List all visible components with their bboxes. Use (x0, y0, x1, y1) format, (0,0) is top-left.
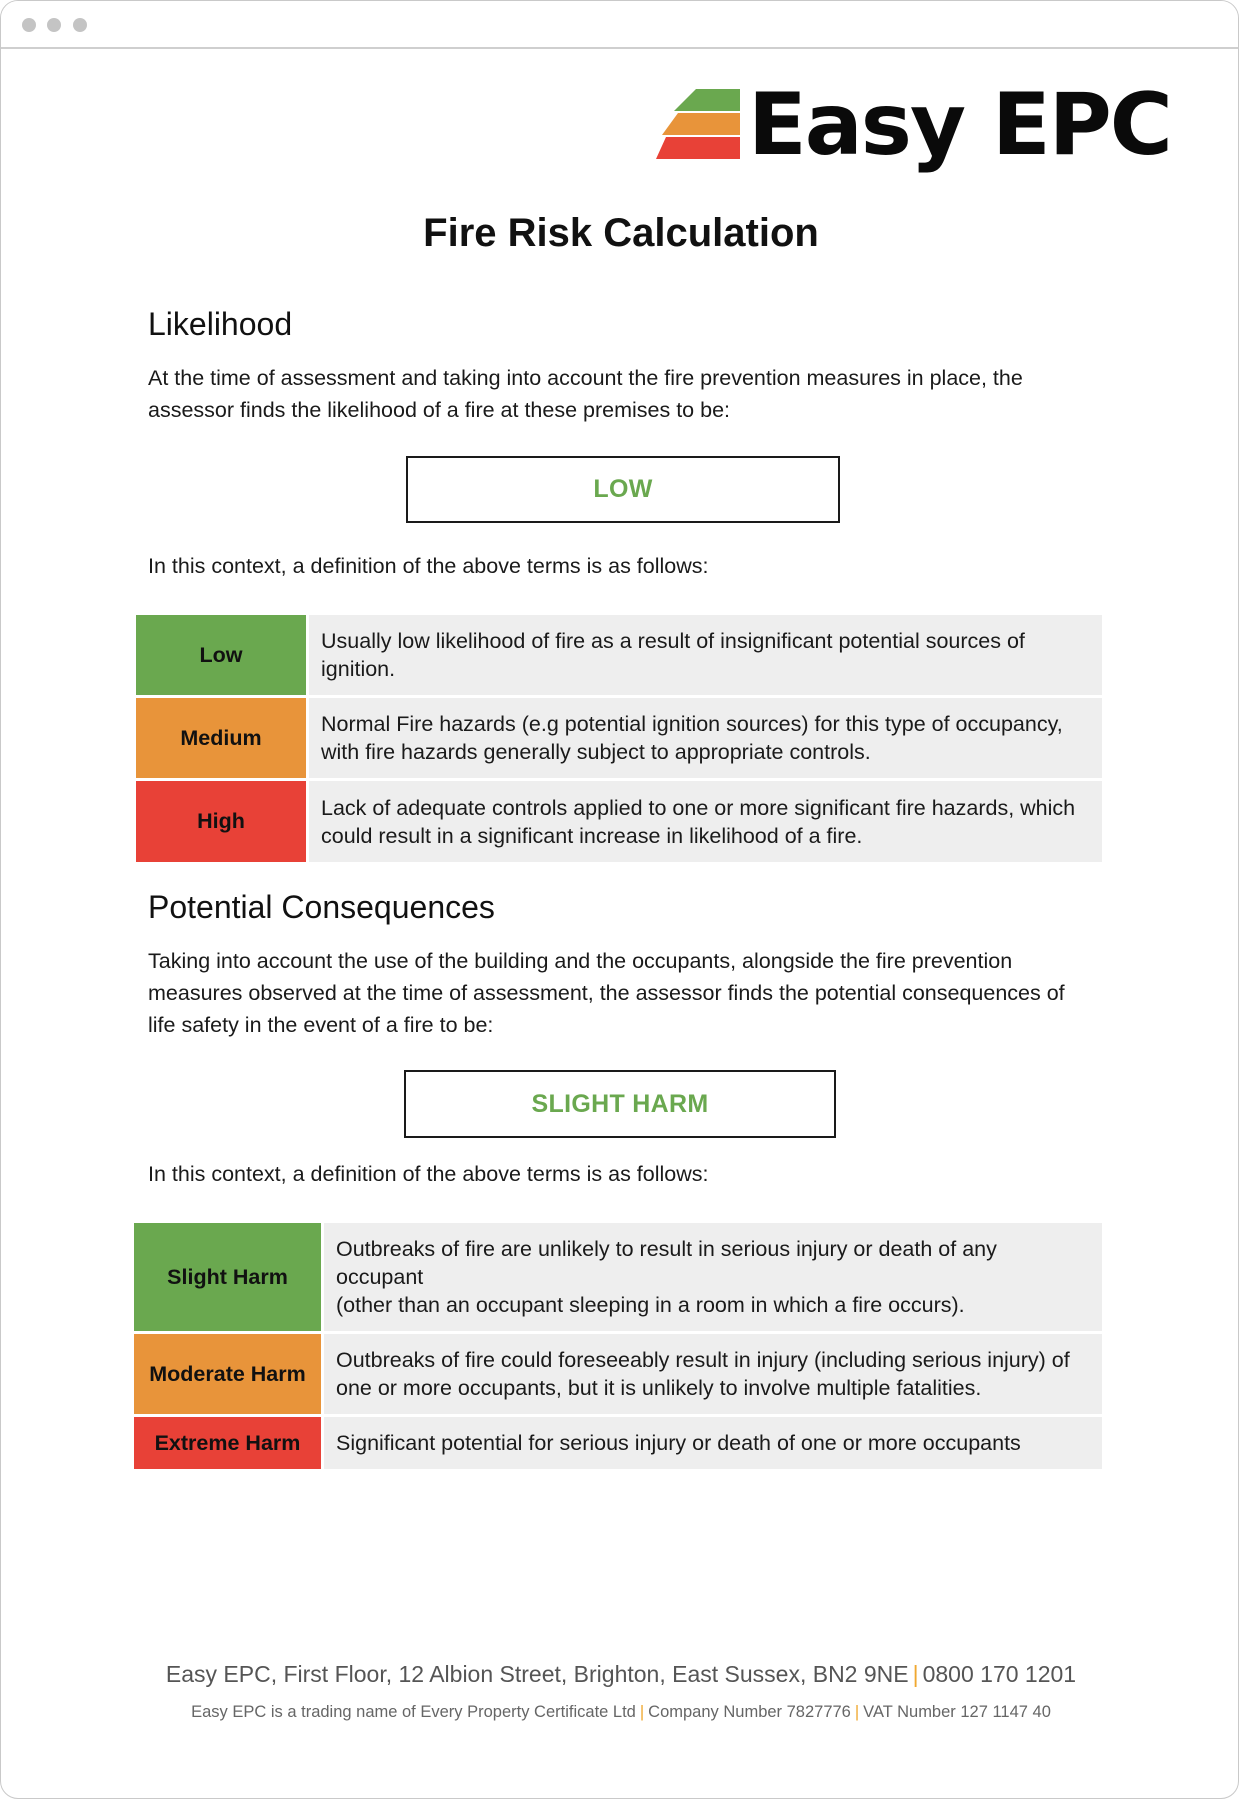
likelihood-heading-text: Likelihood (148, 306, 293, 342)
consequences-heading-text: Potential Consequences (148, 889, 495, 925)
table-row (136, 615, 1102, 695)
footer-address-line (1, 1661, 1239, 1688)
window-titlebar (1, 1, 1238, 49)
consequences-label-moderate: Moderate Harm (134, 1334, 321, 1414)
likelihood-definition-table (136, 615, 1102, 865)
likelihood-label-low: Low (136, 615, 306, 695)
consequences-heading (148, 889, 495, 926)
likelihood-desc-high: Lack of adequate controls applied to one or more significant fire hazards, which could result in a significant increase in likelihood of a fire. (309, 781, 1102, 862)
consequences-definition-intro: In this context, a definition of the above terms is as follows: (148, 1162, 709, 1186)
table-row (134, 1334, 1102, 1414)
likelihood-desc-low: Usually low likelihood of fire as a result of insignificant potential sources of ignition. (309, 615, 1102, 695)
page-title: Fire Risk Calculation (423, 211, 819, 255)
consequences-label-slight: Slight Harm (134, 1223, 321, 1331)
brand-logo (656, 75, 1171, 181)
likelihood-result: LOW (406, 456, 840, 523)
footer-separator: | (912, 1661, 919, 1687)
consequences-intro: Taking into account the use of the building and the occupants, alongside the fire prevention measures observed at the time of assessment, the assessor finds the potential consequences of life safety in the event of a fire to be: (148, 949, 1065, 1037)
consequences-definition-table (134, 1223, 1102, 1472)
brand-name: Easy EPC (748, 75, 1171, 175)
footer-company-number: Company Number 7827776 (648, 1703, 851, 1721)
table-row (134, 1223, 1102, 1331)
likelihood-heading (148, 306, 292, 343)
window-dot-icon[interactable] (47, 18, 61, 32)
footer-address: Easy EPC, First Floor, 12 Albion Street, Brighton, East Sussex, BN2 9NE (165, 1661, 909, 1687)
likelihood-definition-intro: In this context, a definition of the above terms is as follows: (148, 554, 709, 578)
footer-legal-line (1, 1703, 1239, 1722)
footer-separator: | (639, 1703, 645, 1721)
window-dot-icon[interactable] (22, 18, 36, 32)
likelihood-label-medium: Medium (136, 698, 306, 778)
consequences-desc-slight-line2: (other than an occupant sleeping in a room in which a fire occurs). (336, 1293, 965, 1317)
consequences-label-extreme: Extreme Harm (134, 1417, 321, 1469)
likelihood-intro: At the time of assessment and taking into account the fire prevention measures in place, the assessor finds the likelihood of a fire at these premises to be: (148, 366, 1023, 422)
likelihood-label-high: High (136, 781, 306, 862)
window-dot-icon[interactable] (73, 18, 87, 32)
table-row (136, 698, 1102, 778)
footer-trading: Easy EPC is a trading name of Every Property Certificate Ltd (191, 1703, 636, 1721)
footer-phone[interactable]: 0800 170 1201 (922, 1661, 1077, 1687)
consequences-desc-slight (324, 1223, 1102, 1331)
footer-vat-number: VAT Number 127 1147 40 (863, 1703, 1051, 1721)
table-row (136, 781, 1102, 862)
table-row (134, 1417, 1102, 1469)
consequences-desc-moderate: Outbreaks of fire could foreseeably result in injury (including serious injury) of one or more occupants, but it is unlikely to involve multiple fatalities. (324, 1334, 1102, 1414)
consequences-desc-slight-line1: Outbreaks of fire are unlikely to result in serious injury or death of any occupant (336, 1237, 997, 1289)
logo-mark-icon (656, 89, 740, 163)
consequences-desc-extreme: Significant potential for serious injury or death of one or more occupants (324, 1417, 1102, 1469)
footer-separator: | (854, 1703, 860, 1721)
consequences-result: SLIGHT HARM (404, 1070, 836, 1138)
likelihood-desc-medium: Normal Fire hazards (e.g potential ignition sources) for this type of occupancy, with fire hazards generally subject to appropriate controls. (309, 698, 1102, 778)
